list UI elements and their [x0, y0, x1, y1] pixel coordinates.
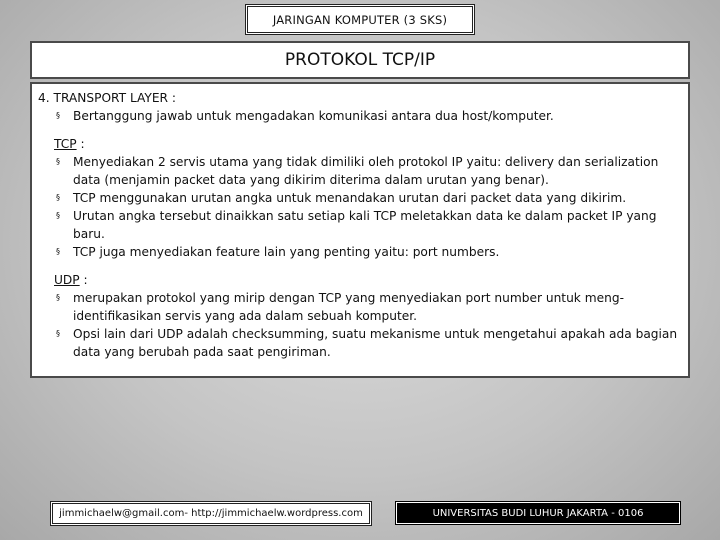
course-header-text: JARINGAN KOMPUTER (3 SKS) [272, 12, 448, 27]
tcp-label: TCP [54, 137, 77, 151]
content-box [30, 82, 690, 378]
bullet-icon: § [56, 293, 60, 302]
intro-list [54, 107, 680, 125]
bullet-icon: § [56, 193, 60, 202]
intro-block [54, 107, 680, 361]
list-item: § TCP juga menyediakan feature lain yang penting yaitu: port numbers. [56, 245, 500, 259]
bullet-icon: § [56, 247, 60, 256]
footer-contact [52, 503, 370, 524]
tcp-list [54, 153, 680, 261]
list-item: § Menyediakan 2 servis utama yang tidak dimiliki oleh protokol IP yaitu: delivery dan serialization data (menjamin packet data yang dikirim diterima dalam urutan yang benar). [56, 155, 659, 187]
list-item: § Opsi lain dari UDP adalah checksumming, suatu mekanisme untuk mengetahui apakah ada bagian data yang berubah pada saat pengiriman. [56, 327, 678, 359]
bullet-icon: § [56, 111, 60, 120]
tcp-heading [54, 135, 680, 153]
footer-contact-text: jimmichaelw@gmail.com- http://jimmichaelw.wordpress.com [59, 508, 363, 519]
slide-title-text: PROTOKOL TCP/IP [284, 50, 436, 70]
section-heading: 4. TRANSPORT LAYER : [38, 91, 177, 105]
course-header [247, 6, 473, 33]
bullet-icon: § [56, 157, 60, 166]
footer-institution-text: UNIVERSITAS BUDI LUHUR JAKARTA - 0106 [432, 507, 644, 519]
tcp-suffix: : [76, 137, 85, 151]
bullet-icon: § [56, 329, 60, 338]
list-item: § TCP menggunakan urutan angka untuk menandakan urutan dari packet data yang dikirim. [56, 191, 627, 205]
udp-heading [54, 271, 680, 289]
list-item: § merupakan protokol yang mirip dengan TCP yang menyediakan port number untuk meng-identifikasikan servis yang ada dalam sebuah komputer. [56, 291, 624, 323]
udp-list [54, 289, 680, 361]
bullet-icon: § [56, 211, 60, 220]
footer-institution [396, 502, 680, 524]
list-item: § Bertanggung jawab untuk mengadakan komunikasi antara dua host/komputer. [56, 109, 554, 123]
slide-title [30, 41, 690, 79]
udp-suffix: : [79, 273, 88, 287]
udp-label: UDP [54, 273, 80, 287]
list-item: § Urutan angka tersebut dinaikkan satu setiap kali TCP meletakkan data ke dalam packet IP yang baru. [56, 209, 657, 241]
